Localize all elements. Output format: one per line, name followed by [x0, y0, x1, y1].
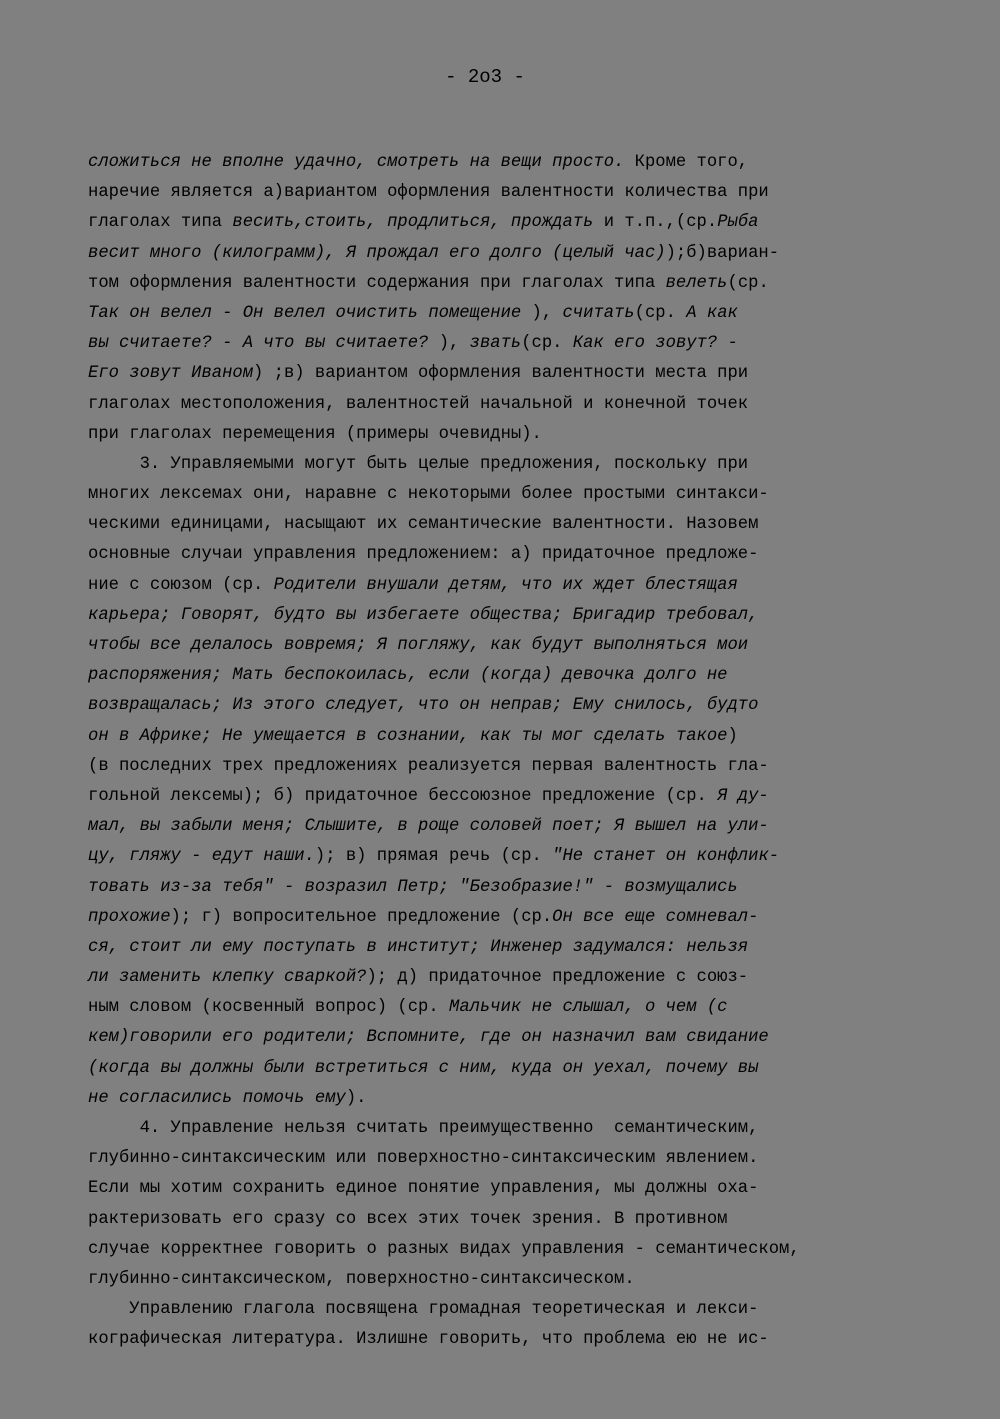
text-line [88, 963, 918, 993]
body-text-segment: ). [345, 1088, 367, 1108]
body-text-segment: ным словом (косвенный вопрос) (ср. [88, 998, 449, 1018]
italic-example-text: весит много (килограмм), Я прождал его долго (целый час) [88, 243, 666, 263]
italic-example-text: звать [469, 334, 522, 354]
text-line [88, 722, 918, 752]
text-line [88, 329, 918, 359]
body-text-segment: глубинно-синтаксическом, поверхностно-синтаксическом. [88, 1269, 635, 1289]
italic-example-text: он в Африке; Не умещается в сознании, как ты мог сделать такое [88, 726, 728, 746]
text-line [88, 1174, 918, 1204]
body-text-segment: глубинно-синтаксическим или поверхностно-синтаксическим явлением. [88, 1149, 759, 1169]
body-text-segment: (в последних трех предложениях реализуется первая валентность гла- [88, 756, 769, 776]
text-line [88, 812, 918, 842]
italic-example-text: цу, гляжу - едут наши. [88, 847, 315, 867]
italic-example-text: считать [562, 303, 635, 323]
text-line [88, 480, 918, 510]
italic-example-text: чтобы все делалось вовремя; Я погляжу, как будут выполняться мои [88, 636, 749, 655]
italic-example-text: Я ду- [717, 786, 769, 806]
italic-example-text: Так он велел - Он велел очистить помещение [88, 303, 522, 323]
body-text-segment: ); г) вопросительное предложение (ср. [170, 907, 553, 927]
text-line [88, 1205, 918, 1235]
italic-example-text: товать из-за тебя" - возразил Петр; "Безобразие!" - возмущались [88, 877, 738, 897]
text-line [88, 1325, 918, 1355]
text-line [88, 299, 918, 329]
text-line [88, 873, 918, 903]
text-line [88, 1023, 918, 1053]
italic-example-text: Рыба [717, 213, 759, 233]
text-line [88, 178, 918, 208]
body-text [88, 148, 918, 1356]
text-line [88, 903, 918, 933]
body-text-segment: глаголах местоположения, валентностей начальной и конечной точек [88, 394, 749, 414]
body-text-segment: ), [428, 334, 470, 354]
text-line [88, 661, 918, 691]
text-line [88, 1084, 918, 1114]
body-text-segment: ческими единицами, насыщают их семантические валентности. Назовем [88, 515, 759, 535]
body-text-segment: Кроме того, [624, 153, 749, 172]
text-line [88, 540, 918, 570]
body-text-segment: (ср. [727, 273, 769, 293]
text-line [88, 390, 918, 420]
italic-example-text: ся, стоит ли ему поступать в институт; Инженер задумался: нельзя [88, 937, 749, 957]
text-line [88, 208, 918, 238]
body-text-segment: );б)вариан- [665, 243, 780, 263]
text-line [88, 752, 918, 782]
body-text-segment: многих лексемах они, наравне с некоторыми более простыми синтакси- [88, 485, 769, 505]
italic-example-text: велеть [665, 273, 728, 293]
text-line [88, 631, 918, 661]
italic-example-text: прохожие [88, 907, 171, 927]
italic-example-text: А как [686, 303, 738, 323]
italic-example-text: распоряжения; Мать беспокоилась, если (когда) девочка долго не [88, 666, 728, 686]
italic-example-text: не согласились помочь ему [88, 1088, 346, 1108]
italic-example-text: Мальчик не слышал, о чем (с [449, 998, 728, 1018]
body-text-segment: рактеризовать его сразу со всех этих точек зрения. В противном [88, 1209, 728, 1229]
text-line [88, 1265, 918, 1295]
text-line [88, 1235, 918, 1265]
body-text-segment: и т.п.,(ср. [593, 213, 718, 233]
italic-example-text: ли заменить клепку сваркой? [88, 968, 367, 988]
italic-example-text: (когда вы должны были встретиться с ним, куда он уехал, почему вы [88, 1058, 759, 1078]
italic-example-text: Родители внушали детям, что их ждет блестящая [273, 575, 738, 595]
text-line [88, 842, 918, 872]
text-line [88, 601, 918, 631]
body-text-segment: ); в) прямая речь (ср. [314, 847, 553, 867]
body-text-segment: 3. Управляемыми могут быть целые предложения, поскольку при [88, 454, 749, 474]
body-text-segment: ) ;в) вариантом оформления валентности места при [253, 364, 749, 384]
body-text-segment: наречие является а)вариантом оформления валентности количества при [88, 183, 769, 203]
body-text-segment: Управлению глагола посвящена громадная теоретическая и лекси- [88, 1300, 759, 1320]
body-text-segment: кографическая литература. Излишне говорить, что проблема ею не ис- [88, 1330, 769, 1350]
body-text-segment: глаголах типа [88, 213, 233, 233]
body-text-segment: ние с союзом (ср. [88, 575, 274, 595]
body-text-segment: Если мы хотим сохранить единое понятие управления, мы должны оха- [88, 1179, 759, 1199]
body-text-segment: гольной лексемы); б) придаточное бессоюзное предложение (ср. [88, 786, 718, 806]
text-line [88, 450, 918, 480]
body-text-segment: ); д) придаточное предложение с союз- [366, 968, 749, 988]
body-text-segment: при глаголах перемещения (примеры очевидны). [88, 424, 542, 444]
text-line [88, 571, 918, 601]
text-line [88, 239, 918, 269]
text-line [88, 933, 918, 963]
text-line [88, 359, 918, 389]
body-text-segment: ) [727, 726, 738, 746]
italic-example-text: карьера; Говорят, будто вы избегаете общества; Бригадир требовал, [88, 605, 759, 625]
italic-example-text: мал, вы забыли меня; Слышите, в роще соловей поет; Я вышел на ули- [88, 817, 769, 837]
italic-example-text: "Не станет он конфлик- [552, 847, 780, 867]
text-line [88, 1114, 918, 1144]
body-text-segment: 4. Управление нельзя считать преимущественно семантическим, [88, 1119, 759, 1138]
italic-example-text: Его зовут Иваном [88, 364, 254, 384]
text-line [88, 782, 918, 812]
text-line [88, 1054, 918, 1084]
italic-example-text: Он все еще сомневал- [552, 907, 759, 927]
text-line [88, 691, 918, 721]
text-line [88, 1144, 918, 1174]
body-text-segment: ), [521, 303, 563, 323]
italic-example-text: кем)говорили его родители; Вспомните, где он назначил вам свидание [88, 1028, 769, 1048]
body-text-segment: том оформления валентности содержания при глаголах типа [88, 273, 666, 293]
text-line [88, 993, 918, 1023]
text-line [88, 148, 918, 178]
italic-example-text: весить,стоить, продлиться, прождать [232, 213, 594, 233]
text-line [88, 510, 918, 540]
body-text-segment: основные случаи управления предложением: а) придаточное предложе- [88, 545, 759, 565]
body-text-segment: (ср. [521, 334, 573, 354]
italic-example-text: возвращалась; Из этого следует, что он неправ; Ему снилось, будто [88, 696, 759, 716]
italic-example-text: вы считаете? - А что вы считаете? [88, 334, 429, 354]
italic-example-text: Как его зовут? - [572, 334, 738, 354]
text-line [88, 420, 918, 450]
body-text-segment: (ср. [634, 303, 687, 323]
body-text-segment: случае корректнее говорить о разных видах управления - семантическом, [88, 1239, 800, 1259]
italic-example-text: сложиться не вполне удачно, смотреть на вещи просто. [88, 153, 625, 172]
text-line [88, 1295, 918, 1325]
page-number: - 2o3 - [445, 66, 525, 88]
text-line [88, 269, 918, 299]
